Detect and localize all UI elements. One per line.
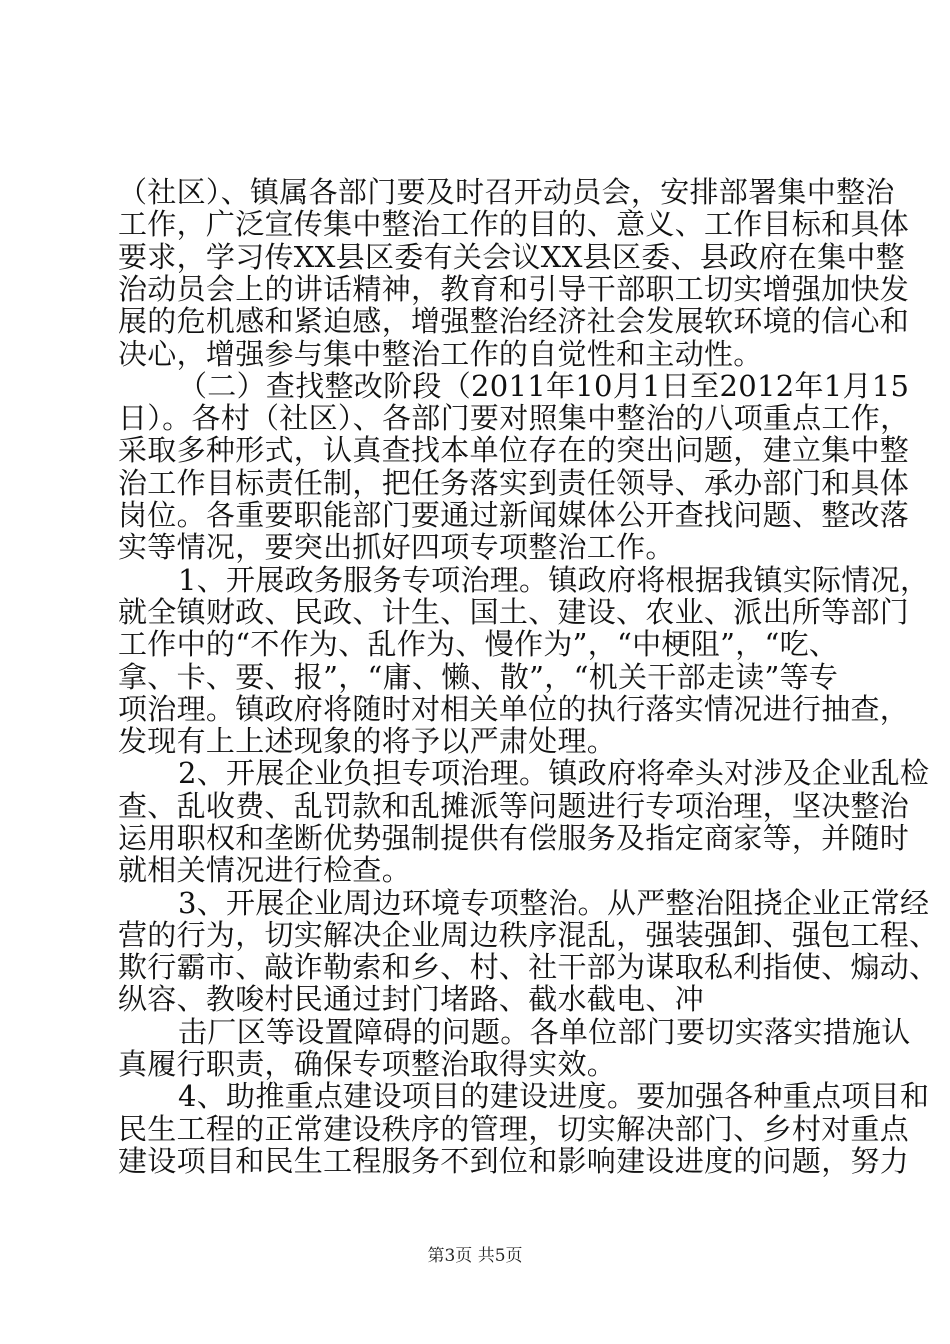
body-line: 击厂区等设置障碍的问题。各单位部门要切实落实措施认 bbox=[178, 1015, 911, 1049]
page-footer: 第3页 共5页 bbox=[427, 1246, 523, 1266]
body-line: 项治理。镇政府将随时对相关单位的执行落实情况进行抽查， bbox=[118, 692, 910, 726]
body-line: 真履行职责，确保专项整治取得实效。 bbox=[118, 1047, 617, 1081]
item-heading-line: 3、开展企业周边环境专项整治。从严整治阻挠企业正常经 bbox=[178, 886, 930, 920]
body-line: 实等情况，要突出抓好四项专项整治工作。 bbox=[118, 530, 675, 564]
item-heading-line: 4、助推重点建设项目的建设进度。要加强各种重点项目和 bbox=[178, 1079, 930, 1113]
body-line: 治工作目标责任制，把任务落实到责任领导、承办部门和具体 bbox=[118, 466, 910, 500]
body-line: 民生工程的正常建设秩序的管理，切实解决部门、乡村对重点 bbox=[118, 1112, 910, 1146]
body-line: 欺行霸市、敲诈勒索和乡、村、社干部为谋取私利指使、煽动、 bbox=[118, 950, 939, 984]
body-line: （社区）、镇属各部门要及时召开动员会，安排部署集中整治 bbox=[118, 175, 895, 209]
body-line: 营的行为，切实解决企业周边秩序混乱，强装强卸、强包工程、 bbox=[118, 918, 939, 952]
body-line: 就相关情况进行检查。 bbox=[118, 853, 412, 887]
item-heading-line: 2、开展企业负担专项治理。镇政府将牵头对涉及企业乱检 bbox=[178, 756, 930, 790]
body-line: 决心，增强参与集中整治工作的自觉性和主动性。 bbox=[118, 337, 763, 371]
body-line: 运用职权和垄断优势强制提供有偿服务及指定商家等，并随时 bbox=[118, 821, 910, 855]
body-line: 拿、卡、要、报”，“庸、懒、散”，“机关干部走读”等专 bbox=[118, 660, 839, 694]
body-line: 查、乱收费、乱罚款和乱摊派等问题进行专项治理，坚决整治 bbox=[118, 789, 910, 823]
body-line: 工作，广泛宣传集中整治工作的目的、意义、工作目标和具体 bbox=[118, 207, 910, 241]
body-line: 采取多种形式，认真查找本单位存在的突出问题，建立集中整 bbox=[118, 433, 910, 467]
body-line: 建设项目和民生工程服务不到位和影响建设进度的问题，努力 bbox=[118, 1144, 910, 1178]
body-line: 就全镇财政、民政、计生、国土、建设、农业、派出所等部门 bbox=[118, 595, 910, 629]
body-line: 纵容、教唆村民通过封门堵路、截水截电、冲 bbox=[118, 982, 705, 1016]
section-heading-line: （二）查找整改阶段（2011年10月1日至2012年1月15 bbox=[178, 369, 910, 403]
body-line: 展的危机感和紧迫感，增强整治经济社会发展软环境的信心和 bbox=[118, 304, 910, 338]
body-line: 发现有上上述现象的将予以严肃处理。 bbox=[118, 724, 617, 758]
item-heading-line: 1、开展政务服务专项治理。镇政府将根据我镇实际情况， bbox=[178, 563, 930, 597]
body-line: 日）。各村（社区）、各部门要对照集中整治的八项重点工作， bbox=[118, 401, 910, 435]
body-line: 岗位。各重要职能部门要通过新闻媒体公开查找问题、整改落 bbox=[118, 498, 910, 532]
body-line: 工作中的“不作为、乱作为、慢作为”，“中梗阻”，“吃、 bbox=[118, 627, 839, 661]
body-line: 治动员会上的讲话精神，教育和引导干部职工切实增强加快发 bbox=[118, 272, 910, 306]
body-line: 要求，学习传XX县区委有关会议XX县区委、县政府在集中整 bbox=[118, 240, 905, 274]
